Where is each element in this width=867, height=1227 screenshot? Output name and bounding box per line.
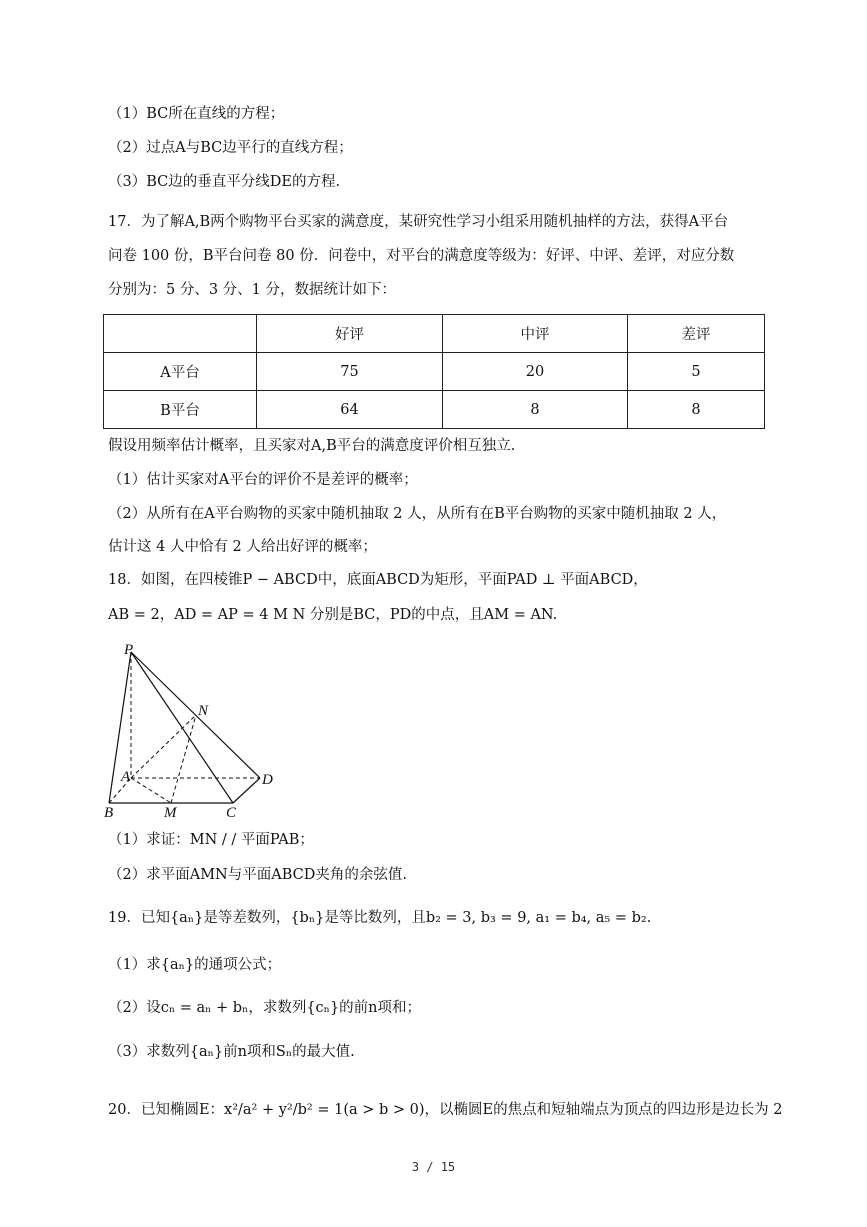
q17-part1: （1）估计买家对A平台的评价不是差评的概率； (108, 472, 418, 488)
q19-part3: （3）求数列{aₙ}前n项和Sₙ的最大值. (108, 1044, 355, 1060)
label-c: C (226, 805, 237, 821)
table-header-cell: 差评 (628, 315, 765, 353)
label-m: M (164, 805, 177, 821)
q16-part1: （1）BC所在直线的方程； (108, 106, 285, 122)
q17-stem-line1: 17．为了解A,B两个购物平台买家的满意度，某研究性学习小组采用随机抽样的方法，获得A平台 (108, 214, 729, 230)
table-cell: 8 (628, 391, 765, 429)
q17-stem-line3: 分别为：5 分、3 分、1 分，数据统计如下： (108, 282, 397, 298)
q16-part3: （3）BC边的垂直平分线DE的方程. (108, 174, 341, 190)
q17-assumption: 假设用频率估计概率，且买家对A,B平台的满意度评价相互独立. (108, 438, 516, 454)
q17-part2-line1: （2）从所有在A平台购物的买家中随机抽取 2 人，从所有在B平台购物的买家中随机抽取 2 人， (108, 506, 727, 522)
q19-part2: （2）设cₙ = aₙ + bₙ，求数列{cₙ}的前n项和； (108, 1000, 422, 1016)
table-cell: 75 (257, 353, 443, 391)
label-b: B (104, 805, 114, 821)
table-header-cell: 好评 (257, 315, 443, 353)
table-cell: 20 (443, 353, 628, 391)
label-n: N (198, 703, 209, 719)
label-d: D (262, 772, 273, 788)
q18-part2: （2）求平面AMN与平面ABCD夹角的余弦值. (108, 867, 407, 883)
table-header-cell: 中评 (443, 315, 628, 353)
q18-part1: （1）求证：MN / / 平面PAB； (108, 832, 314, 848)
table-cell: 64 (257, 391, 443, 429)
pyramid-figure (100, 636, 300, 826)
table-header-row (104, 315, 765, 353)
table-cell: 5 (628, 353, 765, 391)
table-row (104, 353, 765, 391)
q17-part2-line2: 估计这 4 人中恰有 2 人给出好评的概率； (108, 539, 377, 555)
q16-part2: （2）过点A与BC边平行的直线方程； (108, 140, 353, 156)
table-cell: A平台 (104, 353, 257, 391)
label-p: P (124, 642, 134, 658)
q18-stem-line1: 18．如图，在四棱锥P − ABCD中，底面ABCD为矩形，平面PAD ⊥ 平面ABCD， (108, 572, 648, 588)
table-header-cell (104, 315, 257, 353)
page-number: 3 / 15 (411, 1160, 456, 1174)
q17-stem-line2: 问卷 100 份，B平台问卷 80 份．问卷中，对平台的满意度等级为：好评、中评、差评，对应分数 (108, 248, 735, 264)
q20-stem: 20．已知椭圆E：x²/a² + y²/b² = 1(a > b > 0)，以椭圆E的焦点和短轴端点为顶点的四边形是边长为 2 (108, 1102, 783, 1118)
q19-part1: （1）求{aₙ}的通项公式； (108, 957, 282, 973)
rating-table (103, 314, 765, 429)
q19-stem: 19．已知{aₙ}是等差数列，{bₙ}是等比数列，且b₂ = 3, b₃ = 9, a₁ = b₄, a₅ = b₂. (108, 910, 652, 926)
table-cell: 8 (443, 391, 628, 429)
table-cell: B平台 (104, 391, 257, 429)
table-row (104, 391, 765, 429)
q18-stem-line2: AB = 2，AD = AP = 4 M N 分别是BC，PD的中点，且AM = AN. (108, 607, 558, 623)
label-a: A (121, 769, 131, 785)
